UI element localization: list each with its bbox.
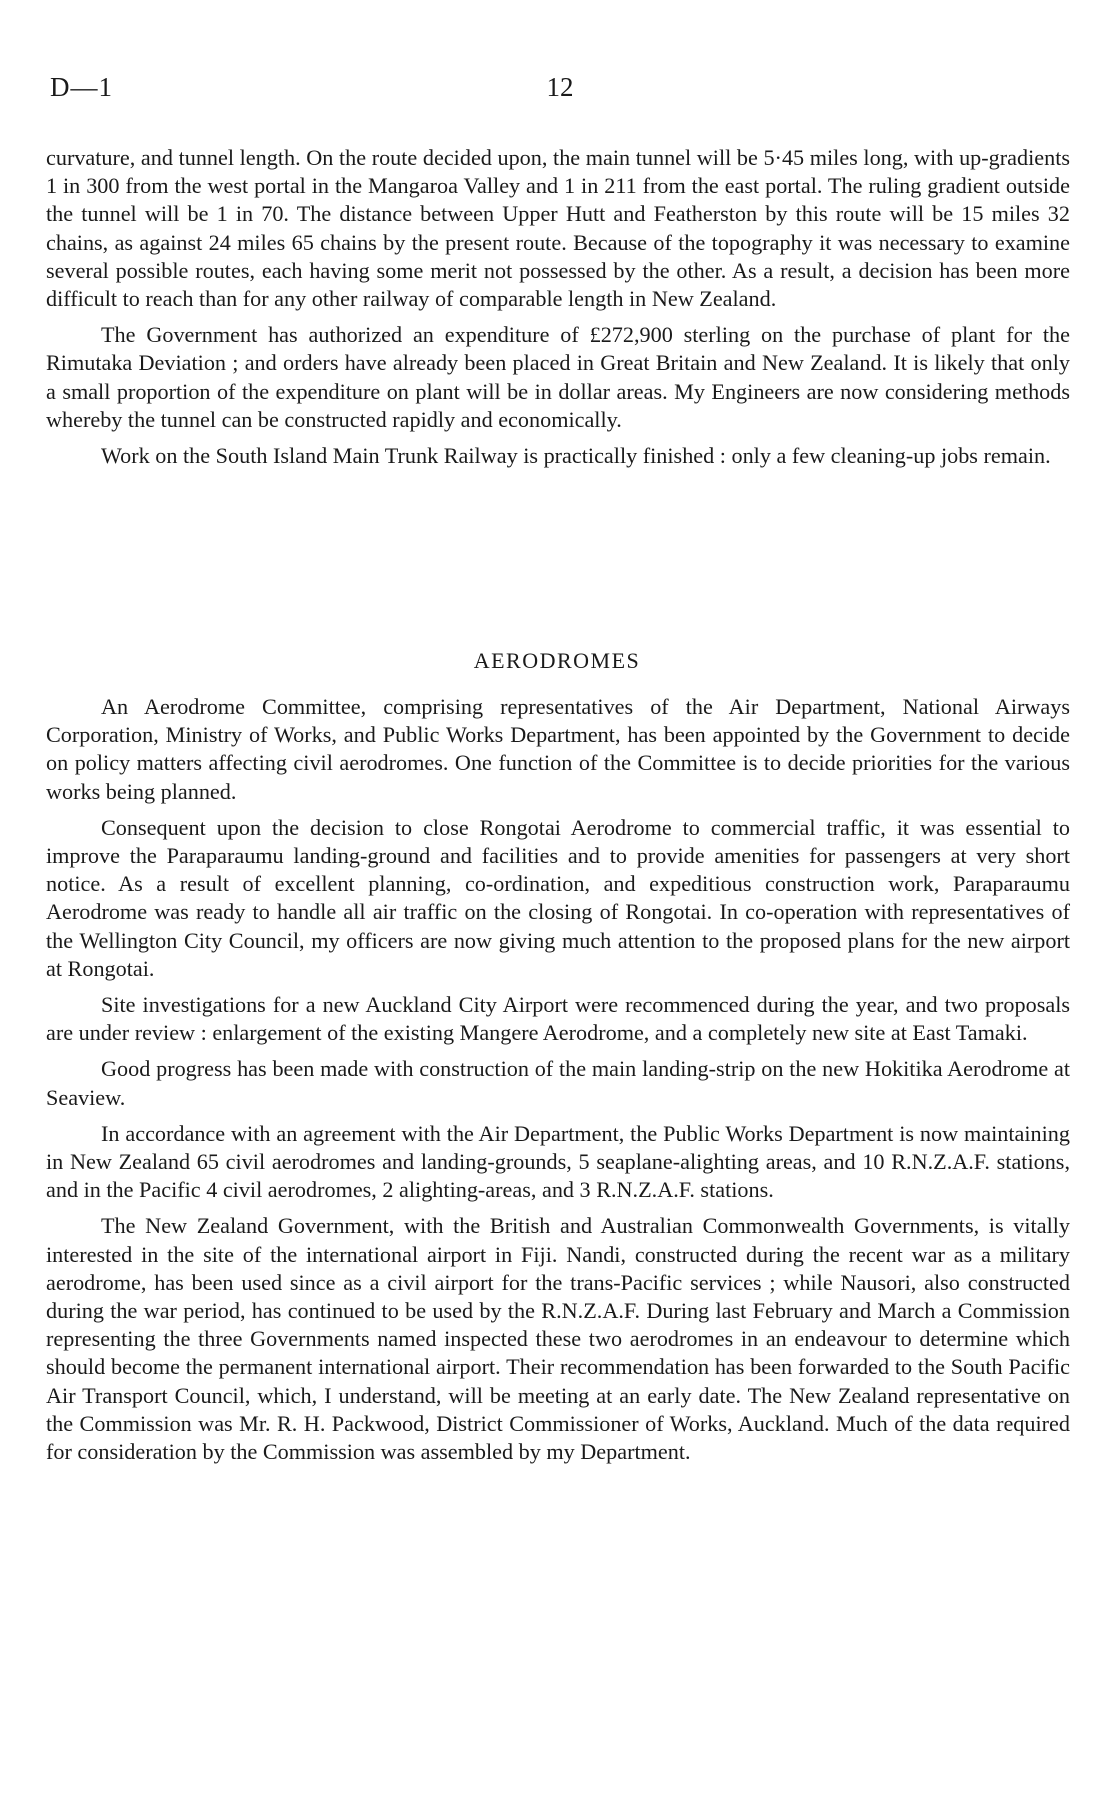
section-heading: AERODROMES — [473, 648, 641, 673]
paragraph: The New Zealand Government, with the British and Australian Commonwealth Governments, is vitally interested in the site of the international airport in Fiji. Nandi, constructed during the recent war as a military aerodrome, has been used since as a civil airport for the trans-Pacific services ; while Nausori, also constructed during the war period, has continued to be used by the R.N.Z.A.F. During last February and March a Commission representing the three Governments named inspected these two aerodromes in an endeavour to determine which should become the permanent international airport. Their recommendation has been forwarded to the South Pacific Air Transport Council, which, I understand, will be meeting at an early date. The New Zealand representative on the Commission was Mr. R. H. Packwood, District Commissioner of Works, Auckland. Much of the data required for consideration by the Commission was assembled by my Department. — [46, 1213, 1070, 1465]
paragraph: Work on the South Island Main Trunk Railway is practically finished : only a few cleaning-up jobs remain. — [101, 443, 1051, 469]
paragraph: Site investigations for a new Auckland City Airport were recommenced during the year, and two proposals are under review : enlargement of the existing Mangere Aerodrome, and a completely new site at East Tamaki. — [46, 992, 1070, 1046]
aerodromes-section — [46, 693, 1070, 1474]
paragraph: In accordance with an agreement with the Air Department, the Public Works Department is now maintaining in New Zealand 65 civil aerodromes and landing-grounds, 5 seaplane-alighting areas, and 10 R.N.Z.A.F. stations, and in the Pacific 4 civil aerodromes, 2 alighting-areas, and 3 R.N.Z.A.F. stations. — [46, 1120, 1070, 1203]
paragraph: curvature, and tunnel length. On the route decided upon, the main tunnel will be 5·45 miles long, with up-gradients 1 in 300 from the west portal in the Mangaroa Valley and 1 in 211 from the east portal. The ruling gradient outside the tunnel will be 1 in 70. The distance between Upper Hutt and Featherston by this route will be 15 miles 32 chains, as against 24 miles 65 chains by the present route. Because of the topography it was necessary to examine several possible routes, each having some merit not possessed by the other. As a result, a decision has been more difficult to reach than for any other railway of comparable length in New Zealand. — [46, 145, 1070, 312]
document-reference: D—1 — [50, 72, 113, 102]
paragraph: The Government has authorized an expenditure of £272,900 sterling on the purchase of plant for the Rimutaka Deviation ; and orders have already been placed in Great Britain and New Zealand. It is likely that only a small proportion of the expenditure on plant will be in dollar areas. My Engineers are now considering methods whereby the tunnel can be constructed rapidly and economically. — [46, 322, 1070, 432]
paragraph: Good progress has been made with construction of the main landing-strip on the new Hokitika Aerodrome at Seaview. — [46, 1056, 1070, 1110]
paragraph: An Aerodrome Committee, comprising representatives of the Air Department, National Airways Corporation, Ministry of Works, and Public Works Department, has been appointed by the Government to decide on policy matters affecting civil aerodromes. One function of the Committee is to decide priorities for the various works being planned. — [46, 694, 1070, 804]
railway-section — [46, 144, 1070, 478]
page-header — [50, 72, 1070, 112]
paragraph: Consequent upon the decision to close Rongotai Aerodrome to commercial traffic, it was essential to improve the Paraparaumu landing-ground and facilities and to provide amenities for passengers at very short notice. As a result of excellent planning, co-ordination, and expeditious construction work, Paraparaumu Aerodrome was ready to handle all air traffic on the closing of Rongotai. In co-operation with representatives of the Wellington City Council, my officers are now giving much attention to the proposed plans for the new airport at Rongotai. — [46, 814, 1070, 981]
page-number: 12 — [546, 72, 574, 102]
